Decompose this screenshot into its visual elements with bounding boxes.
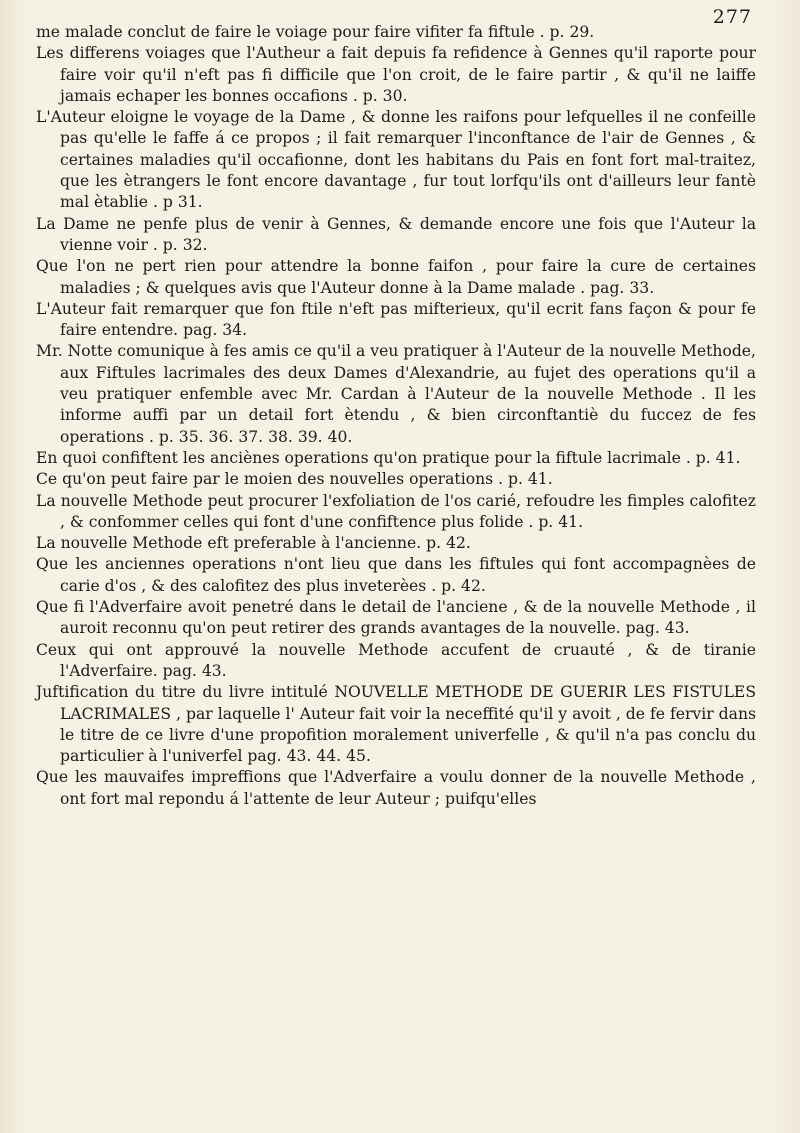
toc-entry: Mr. Notte comunique à fes amis ce qu'il a veu pratiquer à l'Auteur de la nouvelle Methode, aux Fiftules lacrimales des deux Dames d'Alexandrie, au fujet des operations qu'il a veu pratiquer enfemble avec Mr. Cardan à l'Auteur de la nouvelle Methode . Il les informe auffi par un detail fort ètendu , & bien circonftantiè du fuccez de fes operations . p. 35. 36. 37. 38. 39. 40. [36,342,756,446]
toc-entry: Que les anciennes operations n'ont lieu que dans les fiftules qui font accompagnèes de carie d'os , & des calofitez des plus inveterèes . p. 42. [36,555,756,595]
toc-entry: Que fi l'Adverfaire avoit penetré dans le detail de l'anciene , & de la nouvelle Methode , il auroit reconnu qu'on peut retirer des grands avantages de la nouvelle. pag. 43. [36,598,756,638]
toc-entry: Que l'on ne pert rien pour attendre la bonne faifon , pour faire la cure de certaines maladies ; & quelques avis que l'Auteur donne à la Dame malade . pag. 33. [36,257,756,297]
toc-entry: me malade conclut de faire le voiage pour faire vifiter fa fiftule . p. 29. [36,23,595,41]
toc-entry: L'Auteur fait remarquer que fon ftile n'eft pas mifterieux, qu'il ecrit fans façon & pour fe faire entendre. pag. 34. [36,299,756,340]
toc-entry: L'Auteur eloigne le voyage de la Dame , & donne les raifons pour lefquelles il ne confeille pas qu'elle le faffe á ce propos ; il fait remarquer l'inconftance de l'air de Gennes , & certaines maladies qu'il occafionne, dont les habitans du Pais en font fort mal-traitez, que les ètrangers le font encore davantage , fur tout lorfqu'ils ont d'ailleurs leur fantè mal ètablie . p 31. [36,108,756,212]
toc-entry: Ceux qui ont approuvé la nouvelle Methode accufent de cruauté , & de tiranie l'Adverfaire. pag. 43. [36,640,756,680]
toc-entry: Les differens voiages que l'Autheur a fait depuis fa refidence à Gennes qu'il raporte pour faire voir qu'il n'eft pas fi difficile que l'on croit, de le faire partir , & qu'il ne laiffe jamais echaper les bonnes occafions . p. 30. [36,44,756,105]
toc-entry: Que les mauvaifes impreffions que l'Adverfaire a voulu donner de la nouvelle Methode , ont fort mal repondu á l'attente de leur Auteur ; puifqu'elles [36,768,756,808]
toc-entry: La nouvelle Methode peut procurer l'exfoliation de l'os carié, refoudre les fimples calofitez , & confommer celles qui font d'une confiftence plus folide . p. 41. [36,491,756,531]
table-of-contents [36,22,756,810]
toc-entry: La nouvelle Methode eft preferable à l'ancienne. p. 42. [36,534,471,553]
toc-entry: Ce qu'on peut faire par le moien des nouvelles operations . p. 41. [36,470,553,489]
toc-entry: Juftification du titre du livre intitulé NOUVELLE METHODE DE GUERIR LES FISTULES LACRIMALES , par laquelle l' Auteur fait voir la neceffité qu'il y avoit , de fe fervir dans le titre de ce livre d'une propofition moralement univerfelle , & qu'il n'a pas conclu du particulier à l'univerfel pag. 43. 44. 45. [36,683,756,766]
toc-entry: En quoi confiftent les anciènes operations qu'on pratique pour la fiftule lacrimale . p. 41. [36,448,741,467]
toc-entry: La Dame ne penfe plus de venir à Gennes, & demande encore une fois que l'Auteur la vienne voir . p. 32. [36,214,756,254]
page-number: 277 [712,6,752,28]
